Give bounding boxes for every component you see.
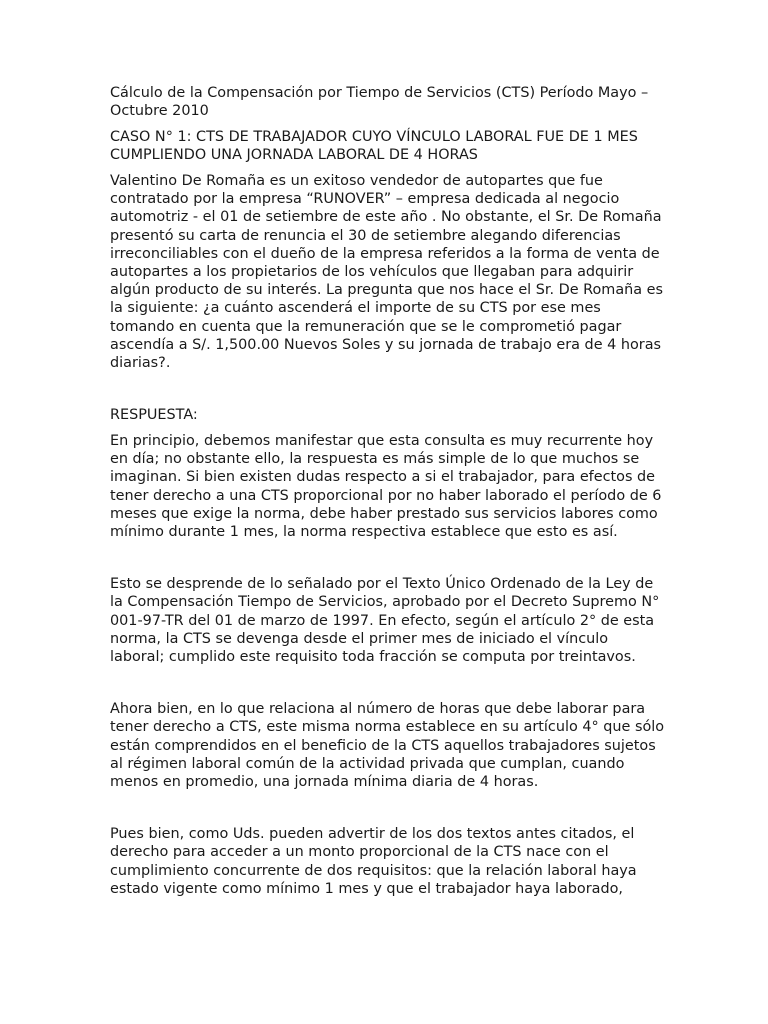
paragraph-line: meses que exige la norma, debe haber prestado sus servicios labores como (110, 505, 658, 522)
case-heading-line: CUMPLIENDO UNA JORNADA LABORAL DE 4 HORAS (110, 147, 478, 164)
paragraph-line: estado vigente como mínimo 1 mes y que el trabajador haya laborado, (110, 880, 623, 897)
paragraph-line: algún producto de su interés. La pregunta que nos hace el Sr. De Romaña es (110, 282, 664, 299)
paragraph-line: derecho para acceder a un monto proporcional de la CTS nace con el (110, 844, 609, 861)
paragraph-line: Esto se desprende de lo señalado por el Texto Único Ordenado de la Ley de (110, 576, 654, 593)
paragraph-line: ascendía a S/. 1,500.00 Nuevos Soles y su jornada de trabajo era de 4 horas (110, 336, 662, 353)
paragraph-line: mínimo durante 1 mes, la norma respectiva establece que esto es así. (110, 524, 618, 541)
paragraph-line: la siguiente: ¿a cuánto ascenderá el importe de su CTS por ese mes (110, 300, 601, 317)
answer-paragraph-1 (110, 432, 662, 541)
paragraph-line: tener derecho a una CTS proporcional por no haber laborado el período de 6 (110, 487, 662, 504)
paragraph-line: están comprendidos en el beneficio de la CTS aquellos trabajadores sujetos (110, 737, 656, 754)
paragraph-line: Pues bien, como Uds. pueden advertir de los dos textos antes citados, el (110, 826, 635, 843)
paragraph-line: Valentino De Romaña es un exitoso vendedor de autopartes que fue (110, 173, 603, 189)
case-heading (110, 128, 658, 164)
paragraph-line: Ahora bien, en lo que relaciona al número de horas que debe laborar para (110, 701, 646, 718)
paragraph-line: 001-97-TR del 01 de marzo de 1997. En efecto, según el artículo 2° de esta (110, 612, 655, 629)
case-paragraph (110, 172, 664, 372)
paragraph-line: autopartes a los propietarios de los vehículos que llegaban para adquirir (110, 264, 634, 281)
case-heading-line: CASO N° 1: CTS DE TRABAJADOR CUYO VÍNCULO LABORAL FUE DE 1 MES (110, 129, 638, 145)
paragraph-line: irreconciliables con el dueño de la empresa referidos a la forma de venta de (110, 245, 660, 262)
paragraph-line: en día; no obstante ello, la respuesta es más simple de lo que muchos se (110, 451, 640, 468)
answer-label: RESPUESTA: (110, 407, 198, 424)
paragraph-line: cumplimiento concurrente de dos requisitos: que la relación laboral haya (110, 862, 637, 879)
paragraph-line: al régimen laboral común de la actividad privada que cumplan, cuando (110, 755, 625, 772)
paragraph-line: tomando en cuenta que la remuneración que se le comprometió pagar (110, 318, 622, 335)
document-title (110, 84, 658, 120)
title-line: Octubre 2010 (110, 103, 209, 120)
paragraph-line: En principio, debemos manifestar que esta consulta es muy recurrente hoy (110, 433, 654, 450)
answer-paragraph-4 (110, 825, 658, 898)
paragraph-line: tener derecho a CTS, este misma norma establece en su artículo 4° que sólo (110, 719, 665, 736)
document-page (110, 84, 665, 898)
answer-paragraph-2 (110, 575, 658, 666)
paragraph-line: diarias?. (110, 355, 171, 372)
paragraph-line: imaginan. Si bien existen dudas respecto a si el trabajador, para efectos de (110, 469, 656, 486)
paragraph-line: la Compensación Tiempo de Servicios, aprobado por el Decreto Supremo N° (110, 594, 660, 611)
paragraph-line: presentó su carta de renuncia el 30 de setiembre alegando diferencias (110, 227, 621, 244)
paragraph-line: menos en promedio, una jornada mínima diaria de 4 horas. (110, 774, 539, 791)
title-line: Cálculo de la Compensación por Tiempo de Servicios (CTS) Período Mayo – (110, 85, 649, 101)
paragraph-line: automotriz - el 01 de setiembre de este año . No obstante, el Sr. De Romaña (110, 209, 662, 226)
paragraph-line: laboral; cumplido este requisito toda fracción se computa por treintavos. (110, 649, 636, 666)
answer-paragraph-3 (110, 700, 665, 791)
paragraph-line: norma, la CTS se devenga desde el primer mes de iniciado el vínculo (110, 630, 609, 647)
paragraph-line: contratado por la empresa “RUNOVER” – empresa dedicada al negocio (110, 191, 620, 208)
